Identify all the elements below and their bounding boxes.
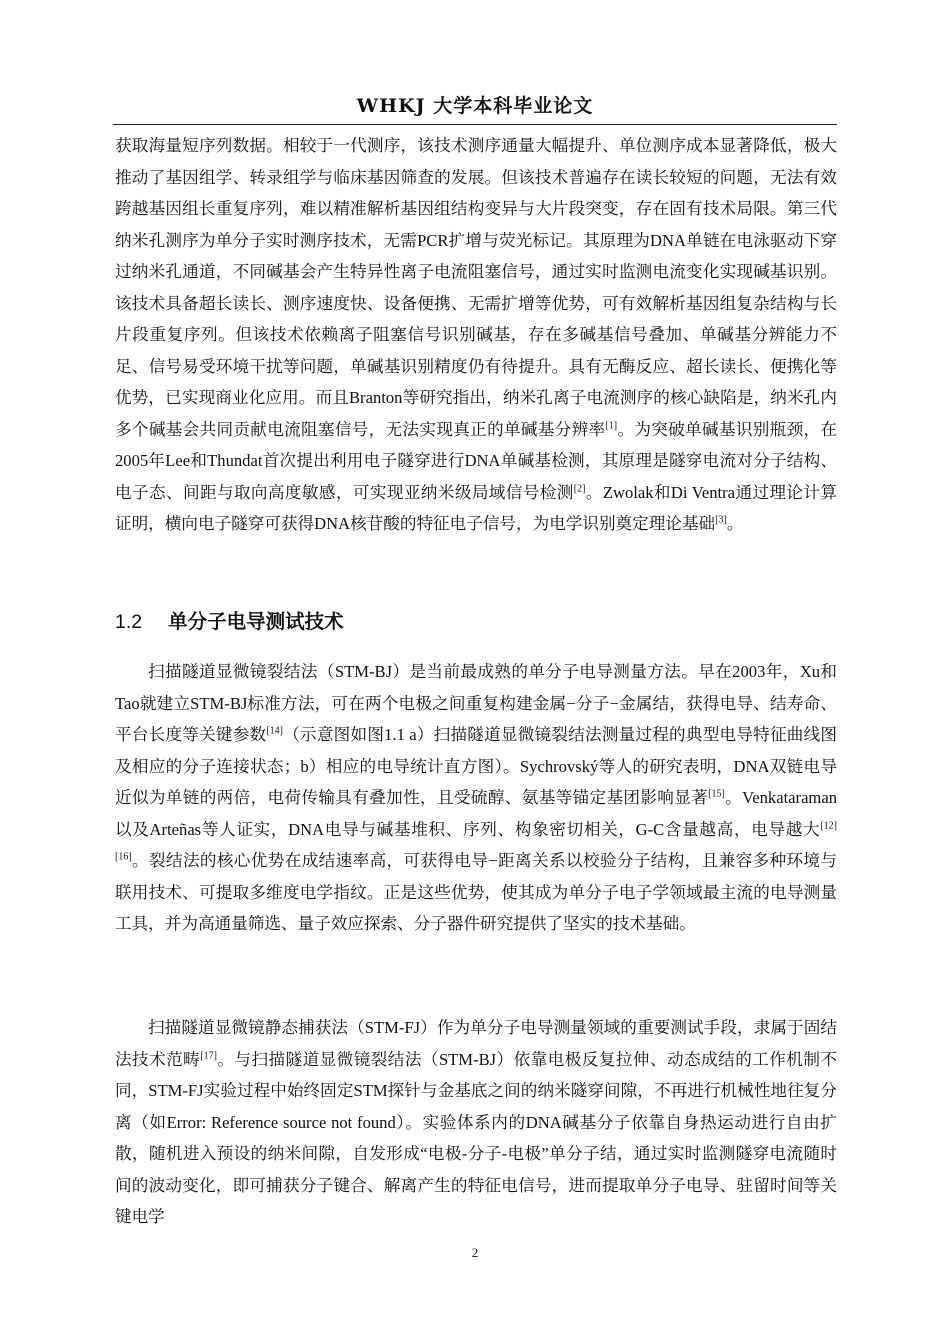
section-heading [115,606,837,634]
paragraph-text: （示意图如图1.1 a）扫描隧道显微镜裂结法测量过程的典型电导特征曲线图及相应的分子连接状态；b）相应的电导统计直方图）。Sychrovský等人的研究表明，DNA双链电导近似为单链的两倍，电荷传输具有叠加性，且受硫醇、氨基等锚定基团影响显著 [115,725,837,807]
citation: [12] [820,819,837,831]
citation: [16] [115,851,132,863]
citation: [1] [605,419,618,431]
paragraph-text: 。为突破单碱基识别瓶颈，在2005年Lee和Thundat首次提出利用电子隧穿进行DNA单碱基检测，其原理是隧穿电流对分子结构、电子态、间距与取向高度敏感，可实现亚纳米级局域信号检测 [115,419,838,502]
citation: [15] [708,788,725,800]
page-number: 2 [471,1245,479,1260]
paragraph-text: 。Venkataraman以及Arteñas等人证实，DNA电导与碱基堆积、序列、构象密切相关，G-C含量越高，电导越大 [115,788,837,839]
citation: [2] [573,482,586,494]
paragraph-stm-bj [115,656,837,940]
paragraph-text: 。与扫描隧道显微镜裂结法（STM-BJ）依靠电极反复拉伸、动态成结的工作机制不同，STM-FJ实验过程中始终固定STM探针与金基底之间的纳米隧穿间隙，不再进行机械性地往复分离（如Error: Reference source not found）。实验体系内的DNA碱基分子依靠自身热运动进行自由扩散，随机进入预设的纳米间隙，自发形成“电极-分子-电极”单分子结，通过实时监测隧穿电流随时间的波动变化，即可捕获分子键合、解离产生的特征电信号，进而提取单分子电导、驻留时间等关键电学 [115,1049,838,1226]
paragraph-text: 。 [726,514,744,533]
section-title: 单分子电导测试技术 [168,610,344,633]
citation: [17] [200,1049,217,1061]
header-rule [113,124,837,125]
running-header: WHKJ 大学本科毕业论文 [356,95,594,117]
paragraph-stm-fj [115,1012,837,1233]
paragraph-text: 获取海量短序列数据。相较于一代测序，该技术测序通量大幅提升、单位测序成本显著降低，极大推动了基因组学、转录组学与临床基因筛查的发展。但该技术普遍存在读长较短的问题，无法有效跨越基因组长重复序列，难以精准解析基因组结构变异与大片段突变，存在固有技术局限。第三代纳米孔测序为单分子实时测序技术，无需PCR扩增与荧光标记。其原理为DNA单链在电泳驱动下穿过纳米孔通道，不同碱基会产生特异性离子电流阻塞信号，通过实时监测电流变化实现碱基识别。该技术具备超长读长、测序速度快、设备便携、无需扩增等优势，可有效解析基因组复杂结构与长片段重复序列。但该技术依赖离子阻塞信号识别碱基，存在多碱基信号叠加、单碱基分辨能力不足、信号易受环境干扰等问题，单碱基识别精度仍有待提升。具有无酶反应、超长读长、便携化等优势，已实现商业化应用。而且Branton等研究指出，纳米孔离子电流测序的核心缺陷是，纳米孔内多个碱基会共同贡献电流阻塞信号，无法实现真正的单碱基分辨率 [115,136,838,439]
paragraph-text: 扫描隧道显微镜裂结法（STM-BJ）是当前最成熟的单分子电导测量方法。早在2003年，Xu和Tao就建立STM-BJ标准方法，可在两个电极之间重复构建金属−分子−金属结，获得电导、结寿命、平台长度等关键参数 [115,662,837,744]
citation: [3] [715,514,727,526]
paragraph-text: 。Zwolak和Di Ventra通过理论计算证明，横向电子隧穿可获得DNA核苷酸的特征电子信号，为电学识别奠定理论基础 [115,482,837,533]
paragraph-text: 。裂结法的核心优势在成结速率高，可获得电导−距离关系以校验分子结构，且兼容多种环境与联用技术、可提取多维度电学指纹。正是这些优势，使其成为单分子电子学领域最主流的电导测量工具，并为高通量筛选、量子效应探索、分子器件研究提供了坚实的技术基础。 [115,851,837,933]
citation: [14] [266,725,284,737]
paragraph-text: 扫描隧道显微镜静态捕获法（STM-FJ）作为单分子电导测量领域的重要测试手段，隶属于固结法技术范畴 [115,1018,837,1069]
paragraph-sequencing [115,130,837,540]
section-number: 1.2 [115,611,143,633]
